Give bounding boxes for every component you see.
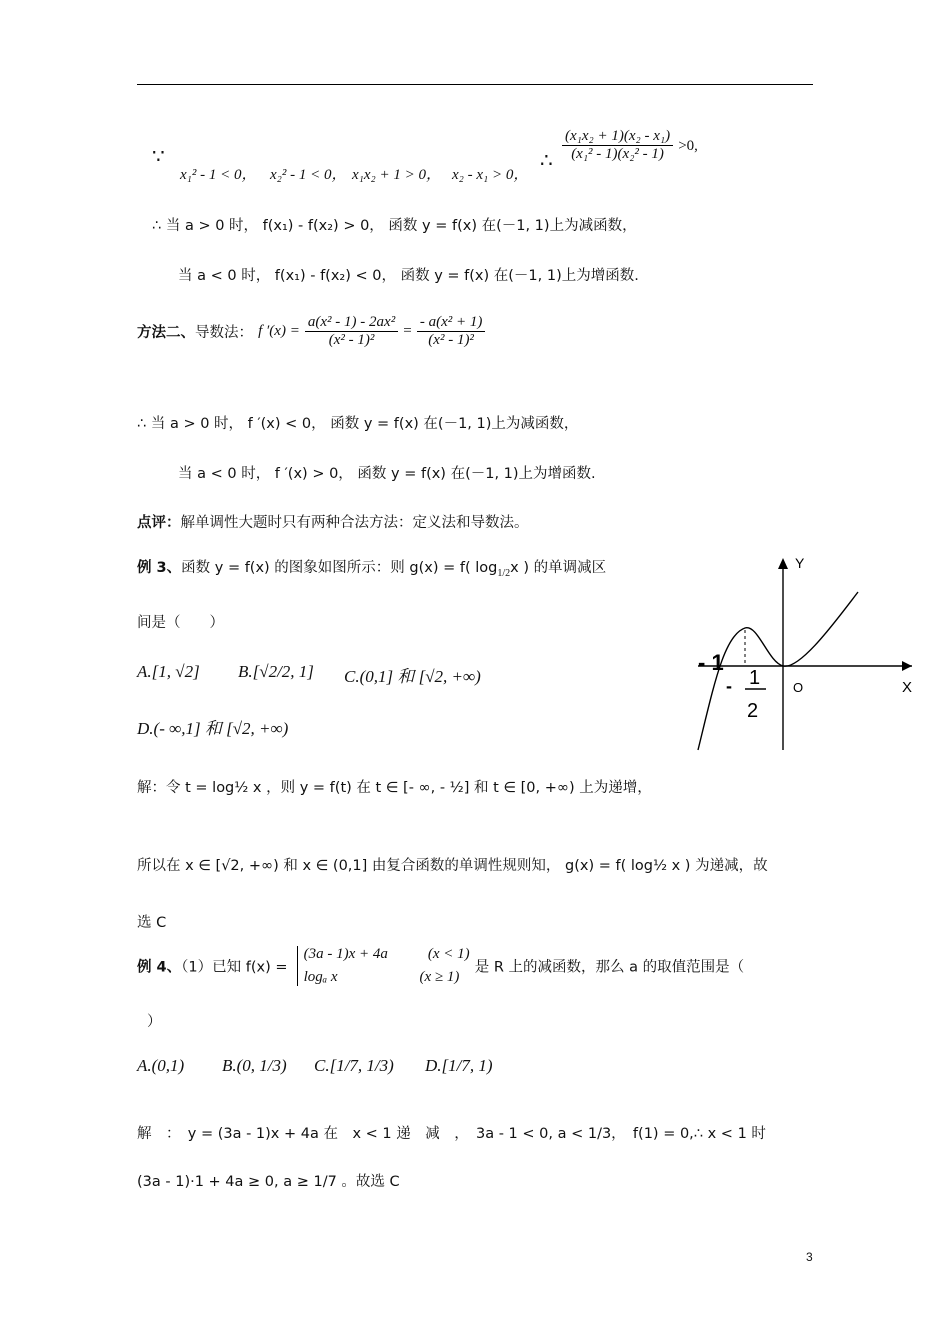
- fraction-1: [562, 128, 698, 163]
- example3-solution-1: 解：令 t = log½ x ，则 y = f(t) 在 t ∈ [- ∞, - ½] 和 t ∈ [0, +∞) 上为递增，: [137, 780, 652, 796]
- function-graph: [690, 550, 930, 760]
- condition-4: x₂ - x₁ > 0，: [452, 167, 529, 183]
- origin-label: O: [793, 680, 804, 695]
- method2-label: 方法二、: [137, 325, 195, 341]
- conclusion-a-negative: 当 a < 0 时， f(x₁) - f(x₂) < 0， 函数 y = f(x) 在(－1, 1)上为增函数.: [178, 268, 639, 284]
- example4-text-3: ）: [147, 1014, 162, 1030]
- piecewise-condition-2: (x ≥ 1): [419, 969, 460, 985]
- derivative-denominator-2: (x² - 1)²: [428, 332, 474, 348]
- example4-option-c: C.[1/7, 1/3): [314, 1056, 394, 1075]
- condition-3: x₁x₂ + 1 > 0，: [352, 167, 441, 183]
- example3-solution-2: 所以在 x ∈ [√2, +∞) 和 x ∈ (0,1] 由复合函数的单调性规则知， g(x) = f( log½ x ) 为递减，故: [137, 858, 768, 874]
- example4-option-b: B.(0, 1/3): [222, 1056, 287, 1075]
- fraction-1-denominator: (x₁² - 1)(x₂² - 1): [571, 146, 664, 162]
- piecewise-case-2: logₐ x: [303, 969, 338, 985]
- header-rule: [137, 84, 813, 85]
- method2-text: 导数法：: [195, 325, 253, 341]
- method2-line: [137, 314, 485, 349]
- condition-2: x₂² - 1 < 0，: [270, 167, 347, 183]
- example3-text-3: 间是（ ）: [137, 615, 224, 631]
- example4-solution-1: 解 ： y = (3a - 1)x + 4a 在 x < 1 递 减 ， 3a - 1 < 0, a < 1/3， f(1) = 0,∴ x < 1 时: [137, 1126, 766, 1142]
- example3-solution-3: 选 C: [137, 915, 167, 931]
- example3-text-2: x ) 的单调减区: [510, 560, 607, 576]
- conclusion-a-positive: ∴ 当 a > 0 时， f(x₁) - f(x₂) > 0， 函数 y = f(x) 在(－1, 1)上为减函数，: [152, 218, 637, 234]
- fraction-1-tail: >0,: [678, 138, 698, 154]
- example3-option-a: A.[1, √2]: [137, 662, 200, 681]
- example4-option-a: A.(0,1): [137, 1056, 185, 1075]
- derivative-conclusion-positive: ∴ 当 a > 0 时， f ′(x) < 0， 函数 y = f(x) 在(－1, 1)上为减函数，: [137, 416, 579, 432]
- example4-label: 例 4、: [137, 959, 182, 976]
- y-axis-arrow: [778, 558, 788, 569]
- piecewise-condition-1: (x < 1): [427, 946, 470, 962]
- comment-text: 解单调性大题时只有两种合法方法：定义法和导数法。: [180, 515, 529, 531]
- example3-option-c: C.(0,1] 和 [√2, +∞): [344, 667, 481, 686]
- example4-question: [137, 946, 744, 986]
- example3-option-b: B.[√2/2, 1]: [238, 662, 314, 681]
- derivative-denominator-1: (x² - 1)²: [328, 332, 375, 348]
- derivative-numerator-1: a(x² - 1) - 2ax²: [305, 314, 398, 332]
- derivative-lhs: f ′(x) =: [258, 323, 300, 339]
- fraction-1-numerator: (x₁x₂ + 1)(x₂ - x₁): [562, 128, 673, 146]
- example4-text-2: 是 R 上的减函数，那么 a 的取值范围是（: [474, 959, 745, 976]
- example3-text-1: 函数 y = f(x) 的图象如图所示：则 g(x) = f( log: [181, 560, 498, 576]
- minus-sign-label: -: [726, 676, 732, 696]
- half-numerator: 1: [749, 667, 761, 689]
- example3-label: 例 3、: [137, 560, 182, 576]
- comment-line: [137, 511, 529, 532]
- minus-one-label: - 1: [698, 650, 724, 675]
- page-number: 3: [806, 1250, 813, 1264]
- x-axis-label: X: [902, 679, 913, 696]
- example3-question: [137, 556, 606, 579]
- because-symbol: ∵: [152, 146, 165, 168]
- therefore-symbol: ∴: [540, 150, 553, 172]
- derivative-conclusion-negative: 当 a < 0 时， f ′(x) > 0， 函数 y = f(x) 在(－1, 1)上为增函数.: [178, 466, 596, 482]
- condition-1: x₁² - 1 < 0，: [180, 167, 257, 183]
- y-axis-label: Y: [795, 555, 805, 571]
- piecewise-brace: [297, 946, 470, 986]
- comment-label: 点评：: [137, 515, 181, 531]
- half-denominator: 2: [747, 700, 759, 722]
- piecewise-case-1: (3a - 1)x + 4a: [303, 946, 388, 962]
- example4-text-1: （1）已知 f(x) =: [181, 959, 288, 976]
- log-base: 1/2: [497, 568, 511, 580]
- derivative-numerator-2: - a(x² + 1): [417, 314, 486, 332]
- equals-sign: =: [403, 323, 412, 339]
- example3-option-d: D.(- ∞,1] 和 [√2, +∞): [137, 719, 289, 738]
- example4-option-d: D.[1/7, 1): [425, 1056, 493, 1075]
- x-axis-arrow: [902, 661, 912, 671]
- example4-solution-2: (3a - 1)·1 + 4a ≥ 0, a ≥ 1/7 。故选 C: [137, 1174, 400, 1190]
